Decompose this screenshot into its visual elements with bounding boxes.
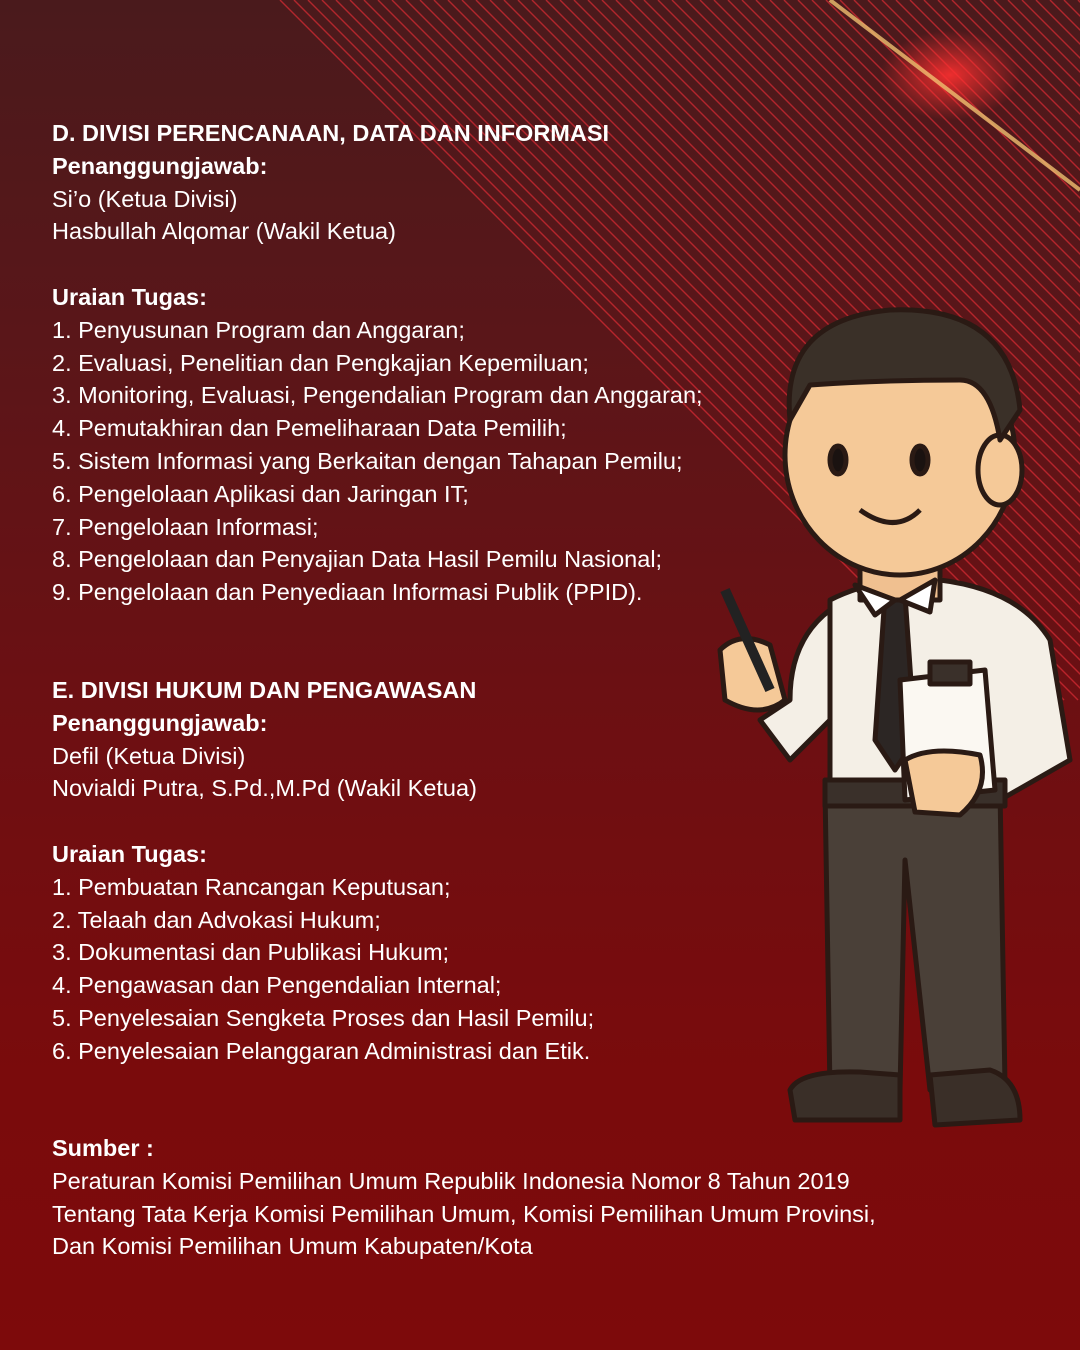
section-e-pj-label: Penanggungjawab: <box>52 709 268 736</box>
source-line: Peraturan Komisi Pemilihan Umum Republik Indonesia Nomor 8 Tahun 2019 <box>52 1167 850 1194</box>
source-label: Sumber : <box>52 1135 154 1161</box>
task-item: 6. Pengelolaan Aplikasi dan Jaringan IT; <box>52 480 469 507</box>
section-e-title: E. DIVISI HUKUM DAN PENGAWASAN <box>52 677 477 703</box>
section-d-person: Si’o (Ketua Divisi) <box>52 185 238 212</box>
task-item: 8. Pengelolaan dan Penyajian Data Hasil Pemilu Nasional; <box>52 546 663 573</box>
task-item: 5. Sistem Informasi yang Berkaitan dengan Tahapan Pemilu; <box>52 447 683 474</box>
task-item: 7. Pengelolaan Informasi; <box>52 513 319 540</box>
section-e-person: Defil (Ketua Divisi) <box>52 742 246 769</box>
task-item: 3. Dokumentasi dan Publikasi Hukum; <box>52 939 450 966</box>
section-d <box>52 117 703 609</box>
section-e-tasks-label: Uraian Tugas: <box>52 840 207 867</box>
section-d-pj-label: Penanggungjawab: <box>52 152 268 179</box>
task-item: 1. Penyusunan Program dan Anggaran; <box>52 316 465 343</box>
task-item: 4. Pemutakhiran dan Pemeliharaan Data Pemilih; <box>52 415 567 442</box>
section-e-person: Novialdi Putra, S.Pd.,M.Pd (Wakil Ketua) <box>52 775 477 802</box>
task-item: 4. Pengawasan dan Pengendalian Internal; <box>52 972 502 999</box>
section-d-person: Hasbullah Alqomar (Wakil Ketua) <box>52 218 396 245</box>
task-item: 1. Pembuatan Rancangan Keputusan; <box>52 873 451 900</box>
task-item: 2. Evaluasi, Penelitian dan Pengkajian Kepemiluan; <box>52 349 589 376</box>
source <box>52 1132 876 1263</box>
source-line: Tentang Tata Kerja Komisi Pemilihan Umum, Komisi Pemilihan Umum Provinsi, <box>52 1200 876 1227</box>
task-item: 9. Pengelolaan dan Penyediaan Informasi Publik (PPID). <box>52 579 643 606</box>
section-e <box>52 674 594 1068</box>
task-item: 2. Telaah dan Advokasi Hukum; <box>52 906 381 933</box>
task-item: 6. Penyelesaian Pelanggaran Administrasi dan Etik. <box>52 1037 591 1064</box>
source-line: Dan Komisi Pemilihan Umum Kabupaten/Kota <box>52 1233 533 1260</box>
section-d-tasks-label: Uraian Tugas: <box>52 283 207 310</box>
officer-illustration <box>700 300 1080 1150</box>
section-d-title: D. DIVISI PERENCANAAN, DATA DAN INFORMASI <box>52 120 610 146</box>
task-item: 5. Penyelesaian Sengketa Proses dan Hasil Pemilu; <box>52 1004 595 1031</box>
task-item: 3. Monitoring, Evaluasi, Pengendalian Program dan Anggaran; <box>52 382 703 409</box>
